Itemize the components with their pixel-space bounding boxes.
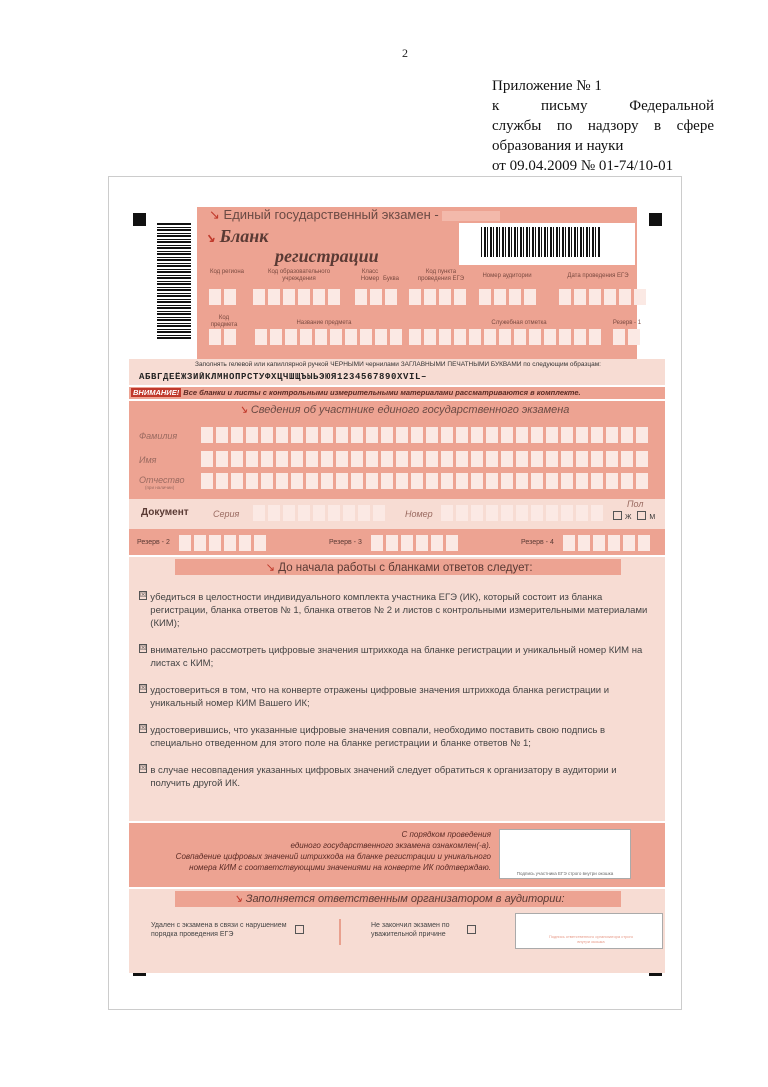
gender-f-checkbox[interactable] [613, 511, 622, 520]
organizer-signature-caption: Подпись ответственного организатора строго внутри окошка [548, 934, 634, 944]
organizer-header: ↘ Заполняется ответственным организатором в аудитории: [233, 893, 565, 905]
point-field[interactable] [409, 289, 469, 307]
region-field[interactable] [209, 289, 239, 307]
rule-item: ☒ внимательно рассмотреть цифровые значения штрихкода на бланке регистрации и уникальный номер КИМ на листах с КИМ; [140, 645, 643, 669]
gender-m-checkbox[interactable] [637, 511, 646, 520]
rule-item: ☒ удостовериться в том, что на конверте отражены цифровые значения штрихкода бланка регистрации и уникальный номер КИМ Вашего ИК; [140, 685, 610, 709]
room-label: Номер аудитории [482, 273, 532, 279]
signature-caption: Подпись участника ЕГЭ строго внутри окошка [516, 871, 614, 876]
rules-list [139, 591, 659, 804]
barcode-area [459, 223, 635, 265]
room-field[interactable] [479, 289, 539, 307]
participant-header: ↘ Сведения об участнике единого государственного экзамена [238, 404, 570, 416]
series-label: Серия [213, 509, 240, 519]
class-letter-label: Буква [383, 276, 399, 282]
reserve4-field[interactable] [563, 535, 653, 553]
not-finished-checkbox[interactable] [467, 925, 476, 934]
reserve3-field[interactable] [371, 535, 461, 553]
class-field[interactable] [355, 289, 400, 307]
reserve2-field[interactable] [179, 535, 269, 553]
service-label: Служебная отметка [491, 320, 547, 326]
registration-mark [133, 213, 146, 226]
rule-item: ☒ удостоверившись, что указанные цифровые значения совпали, необходимо поставить свою подпись в специально отведенном для этого поле на бланке регистрации и бланке ответов № 1; [140, 725, 606, 749]
vertical-barcode [157, 223, 191, 339]
appendix-block [492, 76, 714, 176]
series-field[interactable] [253, 505, 388, 523]
class-number-label: Класс Номер [360, 269, 380, 282]
participant-signature-box[interactable] [499, 829, 631, 879]
form-title: ↘ Бланк регистрации [205, 226, 379, 266]
patronymic-field[interactable] [201, 473, 661, 491]
reserve1-field[interactable] [613, 329, 643, 347]
surname-field[interactable] [201, 427, 661, 445]
reserve1-label: Резерв - 1 [612, 320, 642, 326]
name-label: Имя [139, 455, 157, 465]
document-label: Документ [141, 507, 189, 518]
instructions-text: Заполнять гелевой или капиллярной ручкой ЧЕРНЫМИ чернилами ЗАГЛАВНЫМИ ПЕЧАТНЫМИ БУКВАМИ по следующим образцам: [195, 361, 601, 368]
rule-item: ☒ убедиться в целостности индивидуального комплекта участника ЕГЭ (ИК), который состоит из бланка регистрации, бланка ответов № 1, бланка ответов № 2 и листов с контрольными измерительными материалами (КИМ); [140, 592, 648, 629]
reserve2-label: Резерв - 2 [137, 539, 170, 546]
number-field[interactable] [441, 505, 606, 523]
reserve4-label: Резерв - 4 [521, 539, 554, 546]
appendix-line: к письму Федеральной [492, 98, 714, 114]
reserve3-label: Резерв - 3 [329, 539, 362, 546]
rules-header: ↘ До начала работы с бланками ответов следует: [265, 562, 533, 574]
service-field[interactable] [409, 329, 604, 347]
attention-text: ВНИМАНИЕ! Все бланки и листы с контрольными измерительными материалами рассматриваются в комплекте. [133, 388, 581, 397]
organizer-signature-box[interactable] [515, 913, 663, 949]
school-field[interactable] [253, 289, 343, 307]
date-field[interactable] [559, 289, 649, 307]
name-field[interactable] [201, 451, 661, 469]
subject-name-label: Название предмета [296, 320, 352, 326]
removed-checkbox[interactable] [295, 925, 304, 934]
appendix-line: Приложение № 1 [492, 78, 602, 94]
page-number: 2 [402, 46, 408, 60]
date-label: Дата проведения ЕГЭ [567, 273, 629, 279]
not-finished-label: Не закончил экзамен по уважительной причине [371, 922, 450, 938]
removed-label: Удален с экзамена в связи с нарушением порядка проведения ЕГЭ [151, 922, 287, 938]
appendix-line: от 09.04.2009 № 01-74/10-01 [492, 158, 674, 174]
divider [339, 919, 341, 945]
rule-item: ☒ в случае несовпадения указанных цифровых значений следует обратиться к организатору в аудитории и получить другой ИК. [140, 765, 617, 789]
subject-name-field[interactable] [255, 329, 405, 347]
appendix-line: службы по надзору в сфере [492, 118, 714, 134]
surname-label: Фамилия [139, 431, 178, 441]
attention-label: ВНИМАНИЕ! [133, 388, 180, 397]
sample-characters: АБВГДЕЁЖЗИЙКЛМНОПРСТУФХЦЧШЩЪЫЬЭЮЯ1234567890XVIL– [139, 372, 428, 382]
barcode [481, 227, 601, 257]
point-label: Код пункта проведения ЕГЭ [417, 269, 465, 282]
appendix-line: образования и науки [492, 138, 624, 154]
region-label: Код региона [209, 269, 245, 275]
agreement-text: С порядком проведения единого государственного экзамена ознакомлен(-а). Совпадение цифровых значений штрихкода на бланке регистрации и уникального номера КИМ с соответствующими значениями на конверте ИК подтверждаю. [175, 830, 491, 872]
exam-header: ↘ Единый государственный экзамен - [209, 207, 569, 225]
number-label: Номер [405, 509, 433, 519]
subject-code-field[interactable] [209, 329, 239, 347]
subject-code-label: Код предмета [210, 315, 238, 328]
gender-options[interactable]: Ж М [613, 511, 655, 521]
patronymic-note: (при наличии) [145, 485, 175, 490]
registration-form-image [108, 176, 682, 1010]
registration-mark [649, 213, 662, 226]
patronymic-label: Отчество [139, 475, 185, 485]
gender-label: Пол [627, 499, 644, 509]
school-label: Код образовательного учреждения [267, 269, 331, 282]
